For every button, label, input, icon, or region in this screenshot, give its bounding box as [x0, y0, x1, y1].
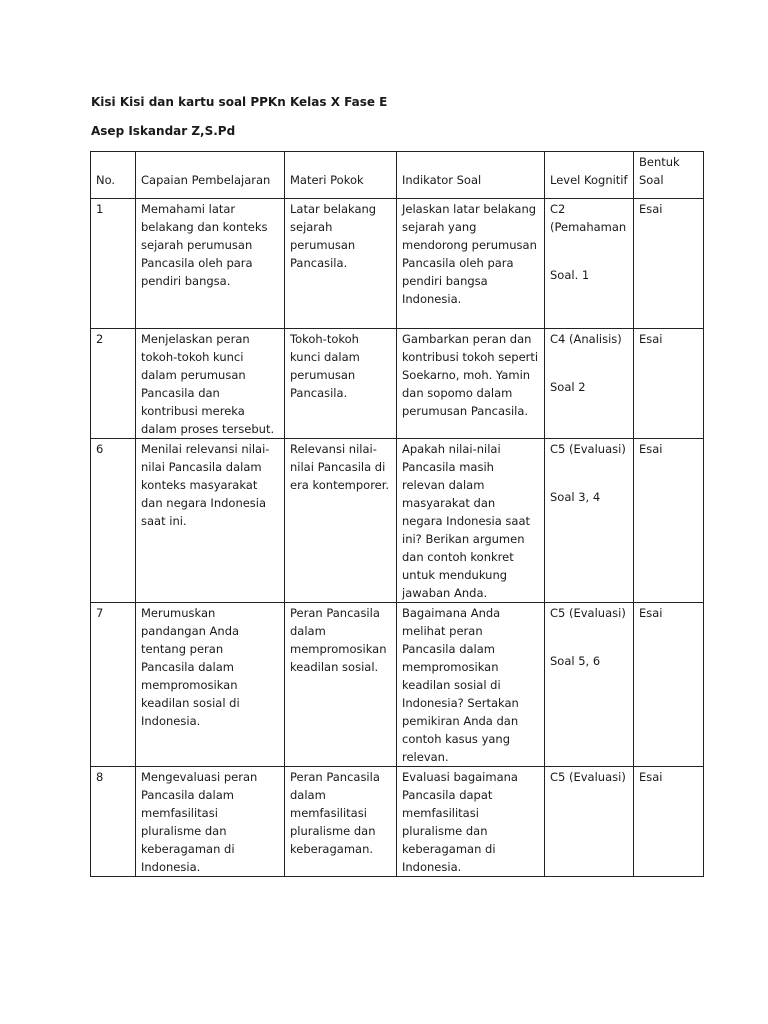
cell-bentuk: Esai: [634, 439, 704, 603]
cell-capaian: Menjelaskan peran tokoh-tokoh kunci dalam perumusan Pancasila dan kontribusi mereka dalam proses tersebut.: [136, 329, 285, 439]
header-indikator: Indikator Soal: [397, 152, 545, 199]
table-row: [91, 603, 704, 767]
cell-bentuk: Esai: [634, 329, 704, 439]
cell-level: [545, 603, 634, 767]
cell-materi: Peran Pancasila dalam memfasilitasi pluralisme dan keberagaman.: [285, 767, 397, 877]
table-row: [91, 439, 704, 603]
cell-no: 1: [91, 199, 136, 329]
level-label: C2 (Pemahaman: [550, 202, 627, 234]
soal-label: Soal 2: [550, 380, 586, 394]
cell-level: [545, 439, 634, 603]
cell-no: 6: [91, 439, 136, 603]
cell-capaian: Merumuskan pandangan Anda tentang peran Pancasila dalam mempromosikan keadilan sosial di Indonesia.: [136, 603, 285, 767]
soal-label: Soal 5, 6: [550, 654, 601, 668]
header-capaian: Capaian Pembelajaran: [136, 152, 285, 199]
table-header-row: [91, 152, 704, 199]
level-label: C5 (Evaluasi): [550, 770, 626, 784]
cell-capaian: Memahami latar belakang dan konteks sejarah perumusan Pancasila oleh para pendiri bangsa.: [136, 199, 285, 329]
cell-capaian: Menilai relevansi nilai-nilai Pancasila dalam konteks masyarakat dan negara Indonesia saat ini.: [136, 439, 285, 603]
document-title: Kisi Kisi dan kartu soal PPKn Kelas X Fase E: [91, 95, 388, 109]
cell-no: 7: [91, 603, 136, 767]
cell-no: 8: [91, 767, 136, 877]
cell-level: [545, 199, 634, 329]
cell-bentuk: Esai: [634, 767, 704, 877]
soal-label: Soal 3, 4: [550, 490, 601, 504]
level-label: C5 (Evaluasi): [550, 606, 626, 620]
cell-indikator: Evaluasi bagaimana Pancasila dapat memfasilitasi pluralisme dan keberagaman di Indonesia.: [397, 767, 545, 877]
cell-materi: Peran Pancasila dalam mempromosikan keadilan sosial.: [285, 603, 397, 767]
kisi-kisi-table: [90, 151, 704, 877]
header-materi: Materi Pokok: [285, 152, 397, 199]
cell-capaian: Mengevaluasi peran Pancasila dalam memfasilitasi pluralisme dan keberagaman di Indonesia.: [136, 767, 285, 877]
cell-bentuk: Esai: [634, 199, 704, 329]
soal-label: Soal. 1: [550, 268, 590, 282]
table-row: [91, 767, 704, 877]
level-label: C5 (Evaluasi): [550, 442, 626, 456]
level-label: C4 (Analisis): [550, 332, 622, 346]
cell-level: [545, 767, 634, 877]
cell-indikator: Apakah nilai-nilai Pancasila masih relevan dalam masyarakat dan negara Indonesia saat ini? Berikan argumen dan contoh konkret untuk mendukung jawaban Anda.: [397, 439, 545, 603]
cell-level: [545, 329, 634, 439]
cell-materi: Relevansi nilai-nilai Pancasila di era kontemporer.: [285, 439, 397, 603]
header-level: Level Kognitif: [545, 152, 634, 199]
header-no: No.: [91, 152, 136, 199]
cell-no: 2: [91, 329, 136, 439]
cell-indikator: Jelaskan latar belakang sejarah yang mendorong perumusan Pancasila oleh para pendiri bangsa Indonesia.: [397, 199, 545, 329]
document-author: Asep Iskandar Z,S.Pd: [91, 124, 236, 138]
table-row: [91, 329, 704, 439]
cell-bentuk: Esai: [634, 603, 704, 767]
cell-materi: Latar belakang sejarah perumusan Pancasila.: [285, 199, 397, 329]
cell-indikator: Gambarkan peran dan kontribusi tokoh seperti Soekarno, moh. Yamin dan sopomo dalam perumusan Pancasila.: [397, 329, 545, 439]
header-bentuk: Bentuk Soal: [634, 152, 704, 199]
cell-indikator: Bagaimana Anda melihat peran Pancasila dalam mempromosikan keadilan sosial di Indonesia? Sertakan pemikiran Anda dan contoh kasus yang relevan.: [397, 603, 545, 767]
table-row: [91, 199, 704, 329]
cell-materi: Tokoh-tokoh kunci dalam perumusan Pancasila.: [285, 329, 397, 439]
